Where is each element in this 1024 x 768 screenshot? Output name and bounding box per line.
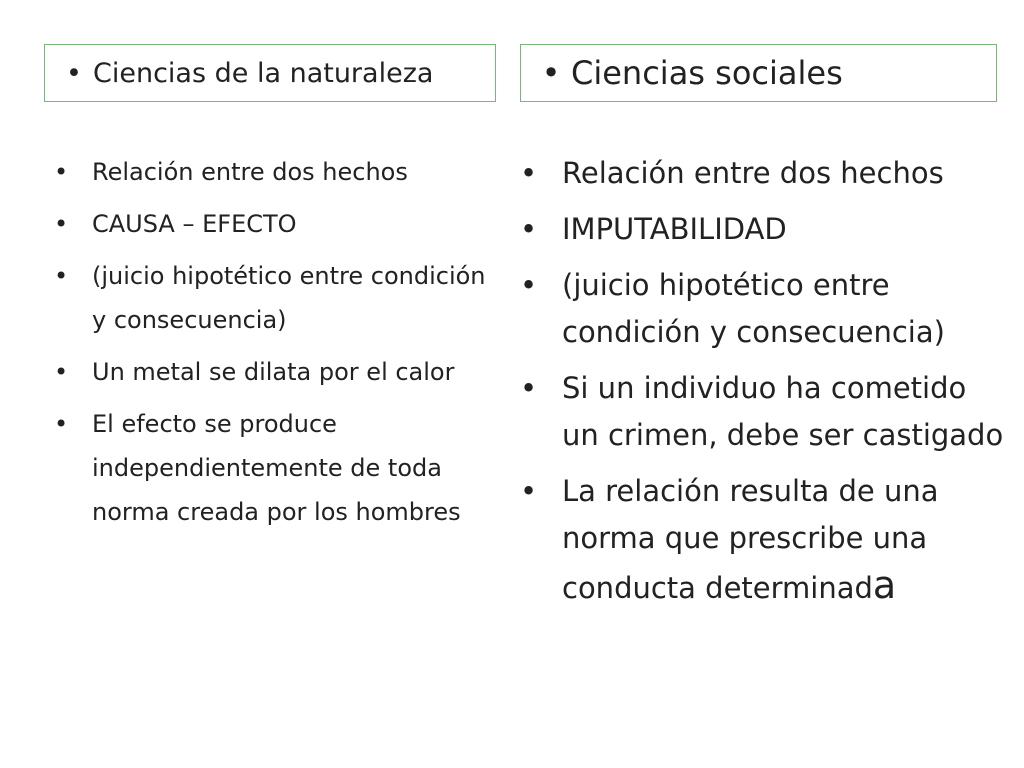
header-social-sciences: Ciencias sociales	[571, 54, 843, 92]
list-item-text: Relación entre dos hechos	[562, 156, 944, 190]
list-item	[520, 206, 1010, 253]
list-item-text: IMPUTABILIDAD	[562, 212, 787, 246]
list-item	[520, 365, 1010, 459]
list-item-text: Un metal se dilata por el calor	[92, 358, 455, 386]
list-item-text: (juicio hipotético entre condición y consecuencia)	[92, 262, 486, 334]
header-box-social-sciences	[520, 44, 997, 102]
list-item-text-main: La relación resulta de una norma que prescribe una conducta determinad	[562, 474, 939, 605]
bullet-icon: •	[520, 212, 538, 246]
bullet-icon: •	[520, 474, 538, 508]
bullet-icon: •	[520, 156, 538, 190]
list-item	[520, 468, 1010, 612]
list-item	[54, 350, 494, 394]
header-natural-sciences: Ciencias de la naturaleza	[93, 57, 434, 89]
header-box-natural-sciences	[44, 44, 496, 102]
list-item	[54, 402, 494, 534]
bullet-icon: •	[54, 158, 69, 186]
bullet-icon: •	[541, 54, 561, 92]
list-item-text: Relación entre dos hechos	[92, 158, 408, 186]
list-item-text: (juicio hipotético entre condición y consecuencia)	[562, 268, 945, 349]
bullet-icon: •	[54, 410, 69, 438]
bullet-icon: •	[54, 358, 69, 386]
list-item-text-tail: a	[872, 563, 897, 607]
list-item	[54, 202, 494, 246]
list-item-text: CAUSA – EFECTO	[92, 210, 297, 238]
list-item	[520, 150, 1010, 197]
list-item	[520, 262, 1010, 356]
list-item	[54, 150, 494, 194]
list-item	[54, 254, 494, 342]
list-item-text: El efecto se produce independientemente de toda norma creada por los hombres	[92, 410, 461, 526]
list-item-text	[562, 468, 1010, 612]
bullet-icon: •	[54, 210, 69, 238]
bullet-icon: •	[54, 262, 69, 290]
natural-sciences-list	[54, 150, 494, 542]
bullet-icon: •	[66, 57, 82, 89]
list-item-text: Si un individuo ha cometido un crimen, debe ser castigado	[562, 371, 1004, 452]
social-sciences-list	[520, 150, 1010, 621]
bullet-icon: •	[520, 371, 538, 405]
bullet-icon: •	[520, 268, 538, 302]
